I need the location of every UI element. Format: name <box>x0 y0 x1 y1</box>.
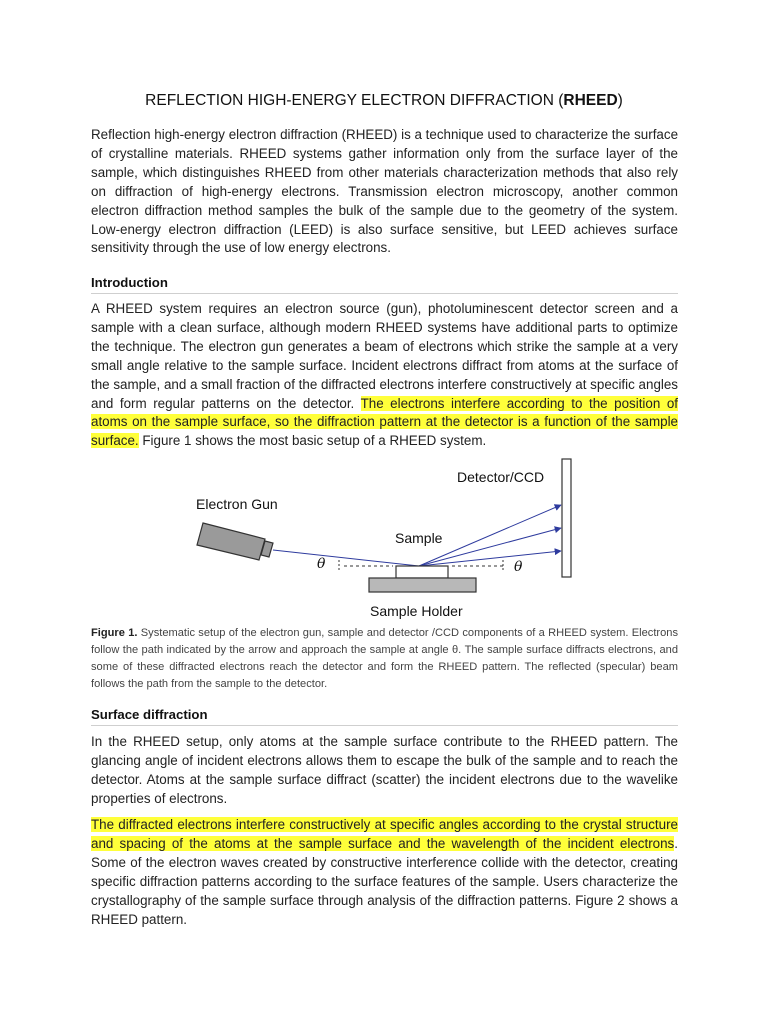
label-sample: Sample <box>395 530 443 546</box>
label-sample-holder: Sample Holder <box>370 603 463 619</box>
figure-1-diagram <box>180 455 600 625</box>
detector-shape <box>562 459 571 577</box>
introduction-paragraph: A RHEED system requires an electron source (gun), photoluminescent detector screen and a sample with a clean surface, although modern RHEED systems have additional parts to optimize the technique. The electron gun generates a beam of electrons which strike the sample at a very small angle relative to the sample surface. Incident electrons diffract from atoms at the surface of the sample, and a small fraction of the diffracted electrons interfere constructively at specific angles and form regular patterns on the detector. The electrons interfere according to the position of atoms on the sample surface, so the diffraction pattern at the detector is a function of the sample surface. Figure 1 shows the most basic setup of a RHEED system. <box>91 301 679 449</box>
label-theta-right: θ <box>514 559 523 575</box>
caption-label: Figure 1. <box>91 627 138 639</box>
electron-gun-shape <box>197 523 273 560</box>
label-detector: Detector/CCD <box>457 469 545 485</box>
highlighted-text: The diffracted electrons interfere constructively at specific angles according to the crystal structure and spacing of the atoms at the sample surface and the wavelength of the incident electrons <box>91 817 678 851</box>
highlighted-text: The electrons interfere according to the position of atoms on the sample surface, so the diffraction pattern at the detector is a function of the sample surface. <box>91 395 678 449</box>
sample-shape <box>396 566 448 578</box>
page-title: REFLECTION HIGH-ENERGY ELECTRON DIFFRACTION (RHEED) <box>145 92 623 109</box>
diffracted-beam <box>419 551 561 566</box>
sample-holder-shape <box>369 578 476 592</box>
label-electron-gun: Electron Gun <box>196 496 278 512</box>
incident-beam <box>273 550 419 566</box>
introduction-heading: Introduction <box>91 275 678 294</box>
surface-paragraph-1: In the RHEED setup, only atoms at the sample surface contribute to the RHEED pattern. The glancing angle of incident electrons allows them to escape the bulk of the sample and to reach the detector. Atoms at the sample surface diffract (scatter) the incident electrons due to the wavelike properties of electrons. <box>91 734 678 806</box>
surface-paragraph-2: The diffracted electrons interfere constructively at specific angles according to the crystal structure and spacing of the atoms at the sample surface and the wavelength of the incident electrons. Some of the electron waves created by constructive interference collide with the detector, creating specific diffraction patterns according to the surface features of the sample. Users characterize the crystallography of the sample surface through analysis of the diffraction patterns. Figure 2 shows a RHEED pattern. <box>91 817 678 927</box>
title-abbr: RHEED <box>563 92 618 109</box>
figure-1-caption: Figure 1. Systematic setup of the electron gun, sample and detector /CCD components of a RHEED system. Electrons follow the path indicated by the arrow and approach the sample at angle θ. The sample surface diffracts electrons, and some of these diffracted electrons reach the detector and form the RHEED pattern. The reflected (specular) beam follows the path from the sample to the detector. <box>91 627 678 690</box>
label-theta-left: θ <box>317 556 326 572</box>
intro-paragraph: Reflection high-energy electron diffraction (RHEED) is a technique used to characterize the surface of crystalline materials. RHEED systems gather information only from the surface layer of the sample, which distinguishes RHEED from other materials characterization methods that also rely on diffraction of high-energy electrons. Transmission electron microscopy, another common electron diffraction method samples the bulk of the sample due to the geometry of the system. Low-energy electron diffraction (LEED) is also surface sensitive, but LEED achieves surface sensitivity through the use of low energy electrons. <box>91 127 679 256</box>
surface-diffraction-heading: Surface diffraction <box>91 707 678 726</box>
